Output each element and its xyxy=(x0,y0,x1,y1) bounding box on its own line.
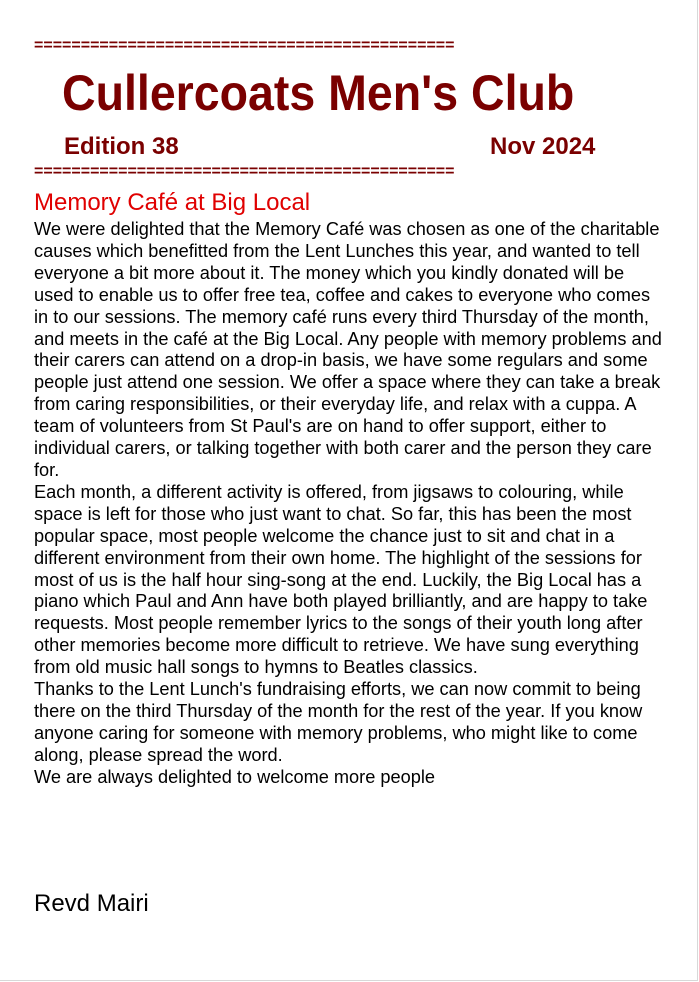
article-title: Memory Café at Big Local xyxy=(34,189,311,216)
article-paragraph: We are always delighted to welcome more people xyxy=(34,766,436,787)
article-paragraph: We were delighted that the Memory Café was chosen as one of the charitable causes which benefitted from the Lent Lunches this year, and wanted to tell everyone a bit more about it. The money which you kindly donated will be used to enable us to offer free tea, coffee and cakes to everyone who comes in to our sessions. The memory café runs every third Thursday of the month, and meets in the café at the Big Local. Any people with memory problems and their carers can attend on a drop-in basis, we have some regulars and some people just attend one session. We offer a space where they can take a break from caring responsibilities, or their everyday life, and relax with a cuppa. A team of volunteers from St Paul's are on hand to offer support, either to individual carers, or talking together with both carer and the person they care for. xyxy=(34,219,662,480)
edition-number: Edition 38 xyxy=(64,133,179,160)
masthead-rule-top: ============================================= xyxy=(34,38,455,54)
newsletter-title: Cullercoats Men's Club xyxy=(62,65,575,121)
article-paragraph: Each month, a different activity is offered, from jigsaws to colouring, while space is left for those who just want to chat. So far, this has been the most popular space, most people welcome the chance just to sit and chat in a different environment from their own home. The highlight of the sessions for most of us is the half hour sing-song at the end. Luckily, the Big Local has a piano which Paul and Ann have both played brilliantly, and are happy to take requests. Most people remember lyrics to the songs of their youth long after other memories become more difficult to retrieve. We have sung everything from old music hall songs to hymns to Beatles classics. xyxy=(34,481,648,678)
issue-date: Nov 2024 xyxy=(490,133,596,160)
article-paragraph: Thanks to the Lent Lunch's fundraising efforts, we can now commit to being there on the third Thursday of the month for the rest of the year. If you know anyone caring for someone with memory problems, who might like to come along, please spread the word. xyxy=(34,679,643,765)
article-body xyxy=(34,219,664,789)
author-signature: Revd Mairi xyxy=(34,890,149,917)
masthead-rule-bottom: ============================================= xyxy=(34,164,455,180)
